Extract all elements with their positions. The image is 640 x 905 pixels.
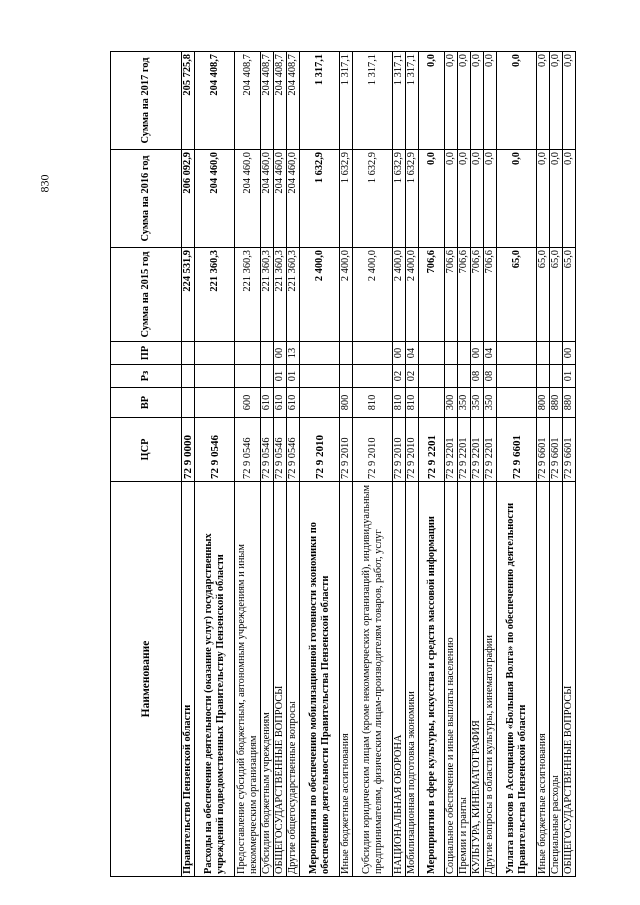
row-sum-2015: 2 400,0	[340, 248, 353, 342]
row-name: Субсидии бюджетным учреждениям	[261, 482, 274, 877]
table-row	[563, 52, 576, 877]
row-pr	[497, 342, 537, 365]
row-rz: 02	[393, 365, 406, 388]
row-csr: 72 9 0546	[195, 418, 235, 482]
row-sum-2017: 0,0	[497, 52, 537, 150]
row-pr: 04	[406, 342, 419, 365]
row-sum-2015: 224 531,9	[182, 248, 195, 342]
row-pr	[353, 342, 393, 365]
row-rz	[458, 365, 471, 388]
row-sum-2016: 0,0	[458, 150, 471, 248]
row-vr: 880	[550, 388, 563, 418]
row-sum-2016: 0,0	[537, 150, 550, 248]
row-csr: 72 9 6601	[550, 418, 563, 482]
row-csr: 72 9 6601	[497, 418, 537, 482]
table-row	[353, 52, 393, 877]
row-sum-2016: 1 632,9	[393, 150, 406, 248]
row-csr: 72 9 2201	[419, 418, 445, 482]
row-vr: 300	[445, 388, 458, 418]
row-sum-2016: 1 632,9	[340, 150, 353, 248]
row-name: Мероприятия в сфере культуры, искусства и средств массовой информации	[419, 482, 445, 877]
row-name: Специальные расходы	[550, 482, 563, 877]
row-sum-2016: 0,0	[484, 150, 497, 248]
row-sum-2015: 706,6	[419, 248, 445, 342]
row-rz	[340, 365, 353, 388]
row-sum-2015: 221 360,3	[235, 248, 261, 342]
row-pr	[235, 342, 261, 365]
row-sum-2016: 0,0	[563, 150, 576, 248]
table-row	[550, 52, 563, 877]
row-vr: 800	[340, 388, 353, 418]
row-sum-2015: 221 360,3	[261, 248, 274, 342]
row-vr	[300, 388, 340, 418]
row-sum-2015: 65,0	[537, 248, 550, 342]
row-sum-2017: 204 408,7	[261, 52, 274, 150]
row-csr: 72 9 2201	[484, 418, 497, 482]
row-rz	[195, 365, 235, 388]
row-pr: 00	[274, 342, 287, 365]
row-csr: 72 9 2010	[353, 418, 393, 482]
row-name: ОБЩЕГОСУДАРСТВЕННЫЕ ВОПРОСЫ	[274, 482, 287, 877]
row-pr	[195, 342, 235, 365]
row-rz	[353, 365, 393, 388]
row-sum-2016: 204 460,0	[287, 150, 300, 248]
row-sum-2016: 0,0	[550, 150, 563, 248]
row-vr: 610	[287, 388, 300, 418]
row-sum-2017: 1 317,1	[340, 52, 353, 150]
table-row	[274, 52, 287, 877]
row-vr	[195, 388, 235, 418]
row-sum-2015: 2 400,0	[393, 248, 406, 342]
header-name: Наименование	[111, 482, 182, 877]
row-name: Расходы на обеспечение деятельности (оказание услуг) государственных учреждений подведомственных Правительству Пензенской области	[195, 482, 235, 877]
row-rz: 02	[406, 365, 419, 388]
table-row	[287, 52, 300, 877]
row-sum-2017: 1 317,1	[353, 52, 393, 150]
row-csr: 72 9 2201	[471, 418, 484, 482]
row-csr: 72 9 2201	[458, 418, 471, 482]
table-row	[471, 52, 484, 877]
header-sum-2015: Сумма на 2015 год	[111, 248, 182, 342]
budget-table	[110, 51, 576, 877]
table-row	[261, 52, 274, 877]
row-sum-2016: 0,0	[445, 150, 458, 248]
row-sum-2015: 65,0	[497, 248, 537, 342]
row-sum-2015: 706,6	[458, 248, 471, 342]
row-rz	[182, 365, 195, 388]
row-csr: 72 9 6601	[563, 418, 576, 482]
row-pr	[537, 342, 550, 365]
table-header-row	[111, 52, 182, 877]
row-sum-2016: 1 632,9	[300, 150, 340, 248]
row-vr: 610	[261, 388, 274, 418]
row-vr: 810	[353, 388, 393, 418]
row-name: Мобилизационная подготовка экономики	[406, 482, 419, 877]
row-rz	[419, 365, 445, 388]
row-sum-2016: 204 460,0	[261, 150, 274, 248]
row-rz	[261, 365, 274, 388]
row-name: Субсидии юридическим лицам (кроме некоммерческих организаций), индивидуальным предпринимателям, физическим лицам-производителям товаров, работ, услуг	[353, 482, 393, 877]
row-sum-2015: 2 400,0	[300, 248, 340, 342]
header-sum-2016: Сумма на 2016 год	[111, 150, 182, 248]
row-pr: 04	[484, 342, 497, 365]
row-sum-2016: 204 460,0	[235, 150, 261, 248]
row-sum-2017: 0,0	[550, 52, 563, 150]
row-vr	[419, 388, 445, 418]
row-sum-2016: 1 632,9	[406, 150, 419, 248]
row-rz: 01	[287, 365, 300, 388]
row-vr	[182, 388, 195, 418]
row-vr: 810	[393, 388, 406, 418]
row-vr: 350	[484, 388, 497, 418]
row-name: НАЦИОНАЛЬНАЯ ОБОРОНА	[393, 482, 406, 877]
row-csr: 72 9 2010	[393, 418, 406, 482]
table-row	[537, 52, 550, 877]
row-pr: 00	[471, 342, 484, 365]
row-name: Уплата взносов в Ассоциацию «Большая Волга» по обеспечению деятельности Правительства Пензенской области	[497, 482, 537, 877]
row-name: Иные бюджетные ассигнования	[537, 482, 550, 877]
row-name: Иные бюджетные ассигнования	[340, 482, 353, 877]
row-sum-2017: 0,0	[484, 52, 497, 150]
row-rz: 01	[274, 365, 287, 388]
row-csr: 72 9 6601	[537, 418, 550, 482]
row-name: Правительство Пензенской области	[182, 482, 195, 877]
row-rz: 01	[563, 365, 576, 388]
row-rz	[300, 365, 340, 388]
row-sum-2015: 221 360,3	[195, 248, 235, 342]
row-name: Предоставление субсидий бюджетным, автономным учреждениям и иным некоммерческим организациям	[235, 482, 261, 877]
row-sum-2017: 1 317,1	[406, 52, 419, 150]
row-csr: 72 9 2010	[406, 418, 419, 482]
header-vr: ВР	[111, 388, 182, 418]
row-sum-2017: 1 317,1	[393, 52, 406, 150]
row-csr: 72 9 0000	[182, 418, 195, 482]
row-sum-2015: 221 360,3	[287, 248, 300, 342]
row-sum-2017: 0,0	[458, 52, 471, 150]
row-pr	[550, 342, 563, 365]
row-sum-2017: 0,0	[537, 52, 550, 150]
row-sum-2016: 204 460,0	[274, 150, 287, 248]
table-row	[340, 52, 353, 877]
table-row	[195, 52, 235, 877]
table-row	[300, 52, 340, 877]
row-sum-2016: 0,0	[471, 150, 484, 248]
table-row	[235, 52, 261, 877]
row-vr: 600	[235, 388, 261, 418]
row-rz	[550, 365, 563, 388]
row-pr: 00	[393, 342, 406, 365]
row-pr: 00	[563, 342, 576, 365]
row-rz: 08	[471, 365, 484, 388]
row-pr	[300, 342, 340, 365]
row-pr	[458, 342, 471, 365]
row-rz	[235, 365, 261, 388]
row-csr: 72 9 0546	[235, 418, 261, 482]
row-sum-2017: 0,0	[419, 52, 445, 150]
row-rz	[445, 365, 458, 388]
row-sum-2017: 204 408,7	[195, 52, 235, 150]
row-sum-2015: 706,6	[484, 248, 497, 342]
row-vr	[497, 388, 537, 418]
row-sum-2016: 0,0	[419, 150, 445, 248]
row-pr	[419, 342, 445, 365]
table-row	[497, 52, 537, 877]
header-rz: Рз	[111, 365, 182, 388]
row-pr	[261, 342, 274, 365]
table-row	[458, 52, 471, 877]
page-number: 830	[37, 174, 52, 193]
row-sum-2017: 205 725,8	[182, 52, 195, 150]
table-row	[393, 52, 406, 877]
row-sum-2015: 706,6	[445, 248, 458, 342]
row-sum-2017: 0,0	[563, 52, 576, 150]
table-body	[182, 52, 576, 877]
row-vr: 350	[471, 388, 484, 418]
row-sum-2017: 0,0	[471, 52, 484, 150]
table-row	[182, 52, 195, 877]
header-csr: ЦСР	[111, 418, 182, 482]
row-sum-2017: 0,0	[445, 52, 458, 150]
row-sum-2016: 204 460,0	[195, 150, 235, 248]
row-rz	[537, 365, 550, 388]
row-sum-2017: 1 317,1	[300, 52, 340, 150]
row-name: КУЛЬТУРА, КИНЕМАТОГРАФИЯ	[471, 482, 484, 877]
row-sum-2017: 204 408,7	[274, 52, 287, 150]
row-name: Другие вопросы в области культуры, кинематографии	[484, 482, 497, 877]
row-csr: 72 9 2010	[340, 418, 353, 482]
row-name: Мероприятия по обеспечению мобилизационной готовности экономики по обеспечению деятельности Правительства Пензенской области	[300, 482, 340, 877]
row-csr: 72 9 0546	[261, 418, 274, 482]
row-sum-2015: 65,0	[563, 248, 576, 342]
row-sum-2015: 706,6	[471, 248, 484, 342]
row-pr	[445, 342, 458, 365]
table-row	[445, 52, 458, 877]
row-pr: 13	[287, 342, 300, 365]
row-vr: 350	[458, 388, 471, 418]
row-sum-2015: 2 400,0	[406, 248, 419, 342]
table-row	[406, 52, 419, 877]
header-pr: ПР	[111, 342, 182, 365]
row-sum-2017: 204 408,7	[235, 52, 261, 150]
row-vr: 610	[274, 388, 287, 418]
row-name: Социальное обеспечение и иные выплаты населению	[445, 482, 458, 877]
row-sum-2016: 206 092,9	[182, 150, 195, 248]
row-rz: 08	[484, 365, 497, 388]
rotated-page	[110, 52, 610, 877]
row-name: ОБЩЕГОСУДАРСТВЕННЫЕ ВОПРОСЫ	[563, 482, 576, 877]
row-csr: 72 9 2201	[445, 418, 458, 482]
row-sum-2016: 0,0	[497, 150, 537, 248]
row-pr	[182, 342, 195, 365]
row-csr: 72 9 2010	[300, 418, 340, 482]
row-sum-2015: 65,0	[550, 248, 563, 342]
row-sum-2015: 221 360,3	[274, 248, 287, 342]
row-vr: 800	[537, 388, 550, 418]
row-rz	[497, 365, 537, 388]
row-vr: 810	[406, 388, 419, 418]
row-sum-2016: 1 632,9	[353, 150, 393, 248]
header-sum-2017: Сумма на 2017 год	[111, 52, 182, 150]
row-name: Премии и гранты	[458, 482, 471, 877]
table-row	[419, 52, 445, 877]
row-csr: 72 9 0546	[287, 418, 300, 482]
row-name: Другие общегосударственные вопросы	[287, 482, 300, 877]
row-vr: 880	[563, 388, 576, 418]
row-pr	[340, 342, 353, 365]
row-sum-2017: 204 408,7	[287, 52, 300, 150]
row-sum-2015: 2 400,0	[353, 248, 393, 342]
table-row	[484, 52, 497, 877]
row-csr: 72 9 0546	[274, 418, 287, 482]
